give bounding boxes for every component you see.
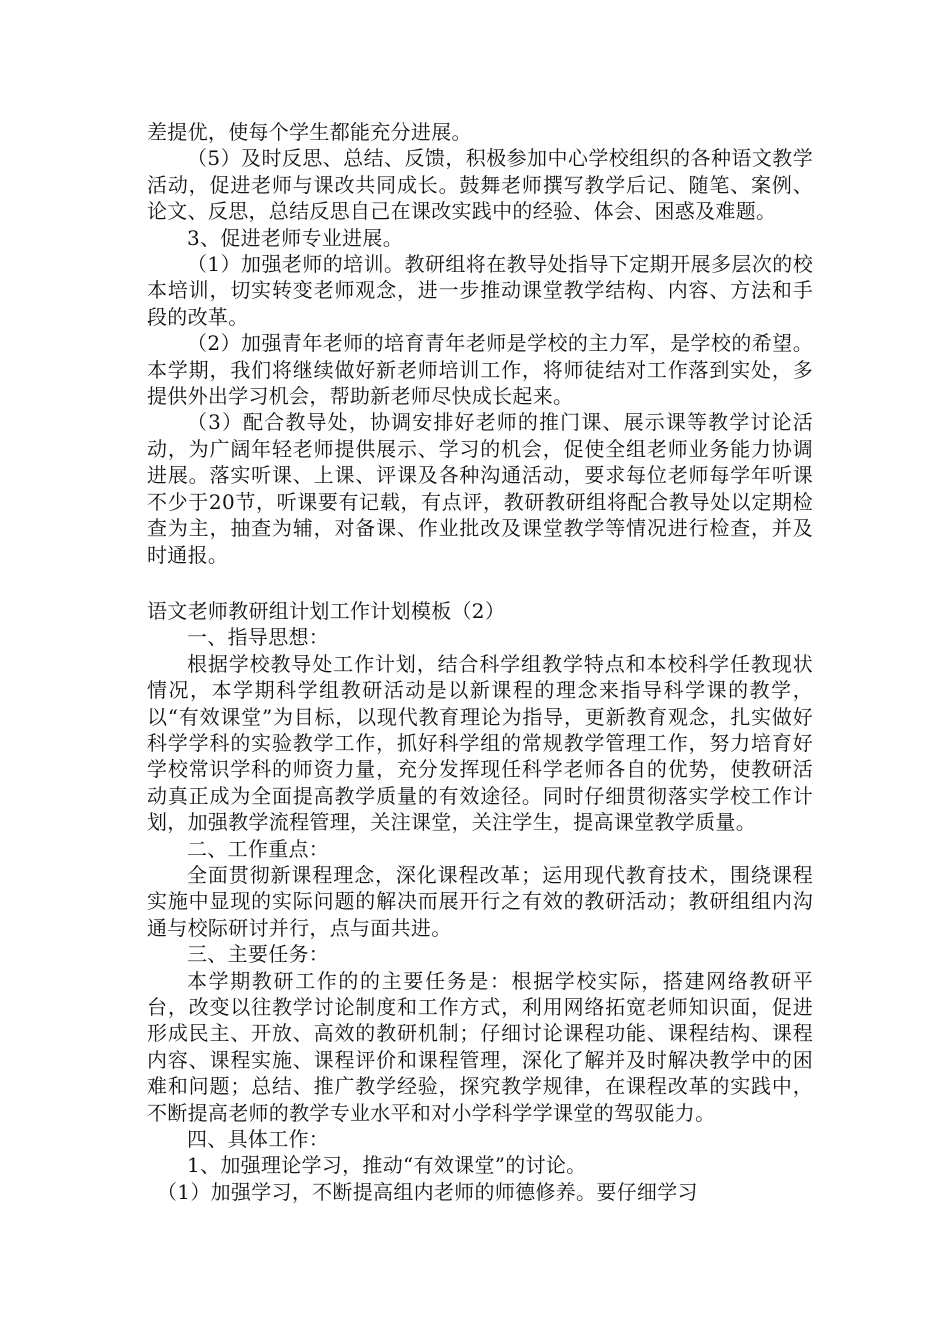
paragraph: 差提优，使每个学生都能充分进展。	[147, 120, 472, 144]
heading-work-focus: 二、工作重点：	[187, 836, 330, 861]
paragraph: 本学期教研工作的的主要任务是：根据学校实际，搭建网络教研平台，改变以往教学讨论制度和工作方式，利用网络拓宽老师知识面，促进形成民主、开放、高效的教研机制；仔细讨论课程功能、课程结构、课程内容、课程实施、课程评价和课程管理，深化了解并及时解决教学中的困难和问题；总结、推广教学经验，探究教学规律，在课程改革的实践中，不断提高老师的教学专业水平和对小学科学学课堂的驾驭能力。	[147, 968, 813, 1125]
heading-specific-work: 四、具体工作：	[187, 1127, 330, 1152]
paragraph: 全面贯彻新课程理念，深化课程改革；运用现代教育技术，围绕课程实施中显现的实际问题的解决而展开行之有效的教研活动；教研组组内沟通与校际研讨并行，点与面共进。	[147, 862, 813, 940]
section-gap	[147, 568, 813, 598]
heading-guiding-thought: 一、指导思想：	[187, 625, 330, 650]
section-title: 语文老师教研组计划工作计划模板（2）	[147, 598, 506, 623]
paragraph: 1、加强理论学习，推动“有效课堂”的讨论。	[187, 1153, 587, 1178]
heading-main-tasks: 三、主要任务：	[187, 942, 330, 967]
paragraph: （5）及时反思、总结、反馈，积极参加中心学校组织的各种语文教学活动，促进老师与课改共同成长。鼓舞老师撰写教学后记、随笔、案例、论文、反思，总结反思自己在课改实践中的经验、体会、困惑及难题。	[147, 146, 813, 224]
document-page	[147, 119, 813, 1205]
paragraph: （1）加强学习，不断提高组内老师的师德修养。要仔细学习	[157, 1179, 698, 1204]
paragraph: 根据学校教导处工作计划，结合科学组教学特点和本校科学任教现状情况，本学期科学组教研活动是以新课程的理念来指导科学课的教学，以“有效课堂”为目标，以现代教育理论为指导，更新教育观念，扎实做好科学学科的实验教学工作，抓好科学组的常规教学管理工作，努力培育好学校常识学科的师资力量，充分发挥现任科学老师各自的优势，使教研活动真正成为全面提高教学质量的有效途径。同时仔细贯彻落实学校工作计划，加强教学流程管理，关注课堂，关注学生，提高课堂教学质量。	[147, 651, 813, 835]
paragraph: （1）加强老师的培训。教研组将在教导处指导下定期开展多层次的校本培训，切实转变老师观念，进一步推动课堂教学结构、内容、方法和手段的改革。	[147, 252, 813, 329]
paragraph: （2）加强青年老师的培育青年老师是学校的主力军，是学校的希望。本学期，我们将继续做好新老师培训工作，将师徒结对工作落到实处，多提供外出学习机会，帮助新老师尽快成长起来。	[147, 331, 813, 409]
paragraph: 3、促进老师专业进展。	[187, 225, 404, 250]
paragraph: （3）配合教导处，协调安排好老师的推门课、展示课等教学讨论活动，为广阔年轻老师提供展示、学习的机会，促使全组老师业务能力协调进展。落实听课、上课、评课及各种沟通活动，要求每位老师每学年听课不少于20节，听课要有记载，有点评，教研教研组将配合教导处以定期检查为主，抽查为辅，对备课、作业批改及课堂教学等情况进行检查，并及时通报。	[147, 410, 813, 567]
